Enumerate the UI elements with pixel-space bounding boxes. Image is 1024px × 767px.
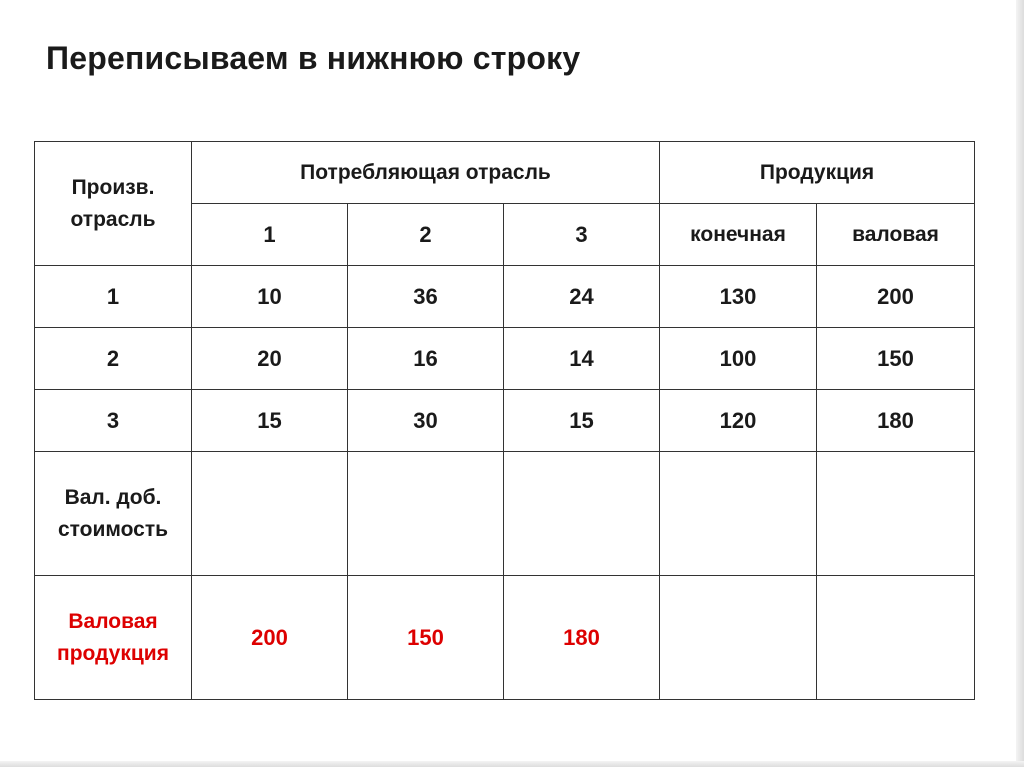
empty-cell [192,452,348,576]
table-cell: 180 [817,390,975,452]
table-row [35,266,975,328]
production-header: Продукция [660,142,975,204]
subheader-col-1: 1 [192,204,348,266]
subheader-col-2: 2 [348,204,504,266]
value-added-label [35,452,192,576]
table-row [35,390,975,452]
consuming-industry-header: Потребляющая отрасль [192,142,660,204]
table-cell: 24 [504,266,660,328]
value-added-line1: Вал. доб. [64,485,162,509]
header-row-groups [35,142,975,204]
row-label: 2 [35,328,192,390]
gross-output-cell: 150 [348,576,504,700]
empty-cell [660,576,817,700]
corner-header-line1: Произв. [71,175,155,199]
table-cell: 36 [348,266,504,328]
table-cell: 120 [660,390,817,452]
table-cell: 15 [504,390,660,452]
row-label: 3 [35,390,192,452]
empty-cell [817,576,975,700]
table-cell: 200 [817,266,975,328]
empty-cell [348,452,504,576]
gross-output-line2: продукция [57,641,169,665]
table-cell: 15 [192,390,348,452]
empty-cell [817,452,975,576]
corner-header-cell [35,142,192,266]
corner-header-line2: отрасль [70,207,156,231]
slide-edge-shadow-bottom [0,761,1024,767]
value-added-row [35,452,975,576]
table-cell: 150 [817,328,975,390]
table-cell: 10 [192,266,348,328]
input-output-table [34,141,975,700]
table-cell: 14 [504,328,660,390]
value-added-line2: стоимость [57,517,169,541]
gross-output-cell: 200 [192,576,348,700]
empty-cell [504,452,660,576]
empty-cell [660,452,817,576]
gross-output-line1: Валовая [68,609,158,633]
slide-title: Переписываем в нижнюю строку [46,40,581,76]
table-cell: 16 [348,328,504,390]
subheader-gross: валовая [817,204,975,266]
table-cell: 130 [660,266,817,328]
table-cell: 20 [192,328,348,390]
table-row [35,328,975,390]
subheader-col-3: 3 [504,204,660,266]
row-label: 1 [35,266,192,328]
subheader-final: конечная [660,204,817,266]
gross-output-cell: 180 [504,576,660,700]
table-cell: 30 [348,390,504,452]
gross-output-label [35,576,192,700]
gross-output-row [35,576,975,700]
table-cell: 100 [660,328,817,390]
slide-edge-shadow-right [1016,0,1024,767]
